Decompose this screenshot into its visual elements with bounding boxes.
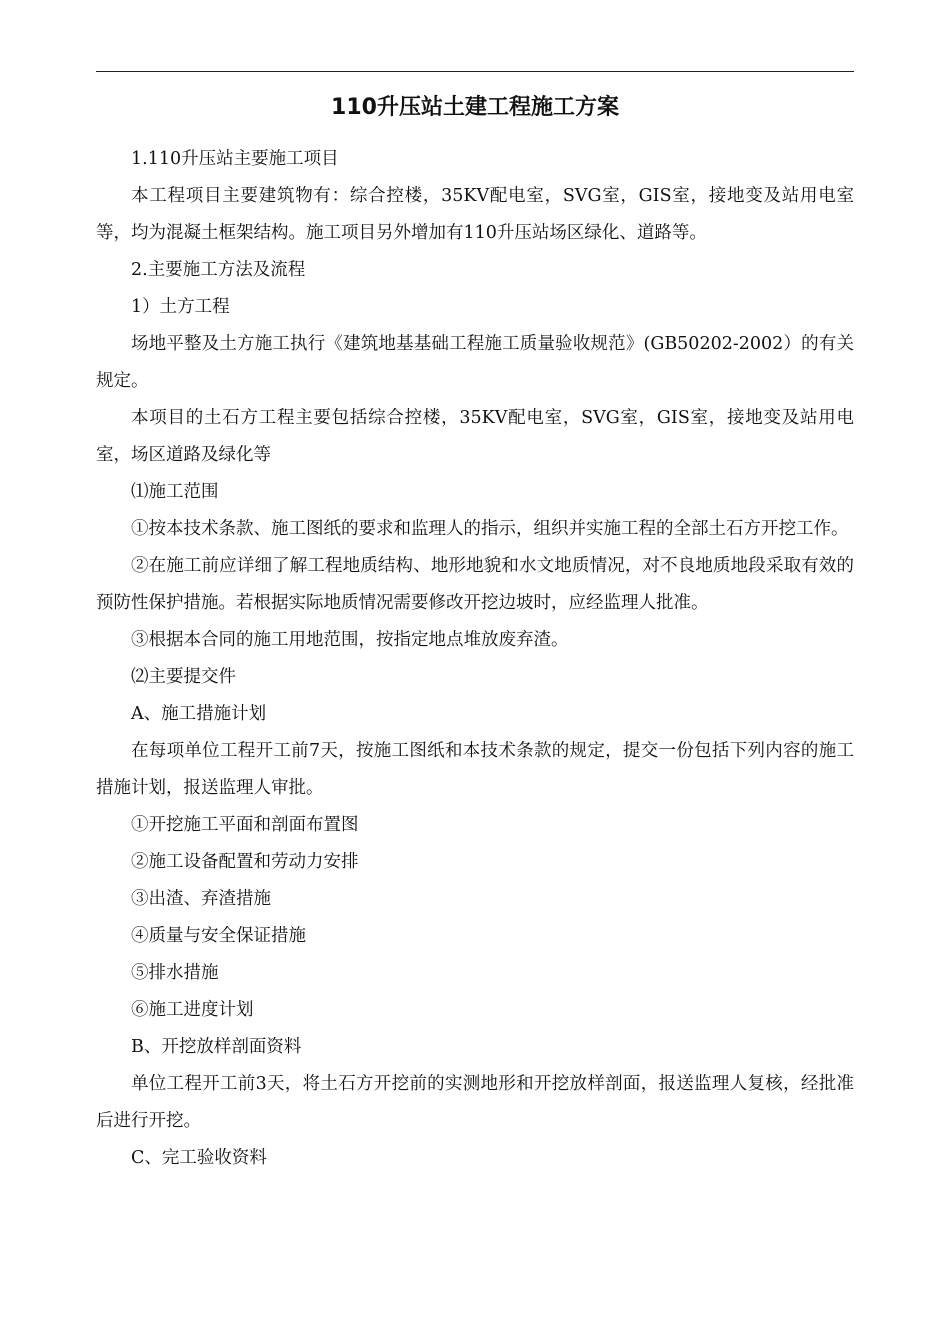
list-item: ④质量与安全保证措施: [131, 926, 306, 946]
list-item: ⑤排水措施: [131, 963, 219, 983]
body-paragraph: 本项目的土石方工程主要包括综合控楼，35KV配电室，SVG室，GIS室，接地变及站用电室，场区道路及绿化等: [96, 408, 854, 465]
list-item: ③出渣、弃渣措施: [131, 889, 271, 909]
item-heading: C、完工验收资料: [131, 1148, 267, 1168]
body-paragraph: 单位工程开工前3天，将土石方开挖前的实测地形和开挖放样剖面，报送监理人复核，经批准后进行开挖。: [96, 1074, 854, 1131]
list-item: ②在施工前应详细了解工程地质结构、地形地貌和水文地质情况，对不良地质地段采取有效的预防性保护措施。若根据实际地质情况需要修改开挖边坡时，应经监理人批准。: [96, 556, 854, 613]
subsection-heading: 1）土方工程: [131, 297, 230, 317]
list-item: ①按本技术条款、施工图纸的要求和监理人的指示，组织并实施工程的全部土石方开挖工作。: [131, 519, 849, 539]
section-heading: 1.110升压站主要施工项目: [131, 149, 339, 169]
document-title: 110升压站土建工程施工方案: [331, 95, 619, 120]
item-heading: B、开挖放样剖面资料: [131, 1037, 302, 1057]
body-paragraph: 在每项单位工程开工前7天，按施工图纸和本技术条款的规定，提交一份包括下列内容的施工措施计划，报送监理人审批。: [96, 741, 854, 798]
body-paragraph: 场地平整及土方施工执行《建筑地基基础工程施工质量验收规范》(GB50202-2002）的有关规定。: [96, 334, 854, 391]
header-rule: [96, 71, 854, 72]
item-heading: A、施工措施计划: [131, 704, 267, 724]
list-item: ②施工设备配置和劳动力安排: [131, 852, 359, 872]
section-heading: 2.主要施工方法及流程: [131, 260, 306, 280]
subsection-heading: ⑵主要提交件: [131, 667, 236, 687]
document-body: [96, 141, 854, 1177]
list-item: ①开挖施工平面和剖面布置图: [131, 815, 359, 835]
list-item: ⑥施工进度计划: [131, 1000, 254, 1020]
body-paragraph: 本工程项目主要建筑物有：综合控楼，35KV配电室，SVG室，GIS室，接地变及站用电室等，均为混凝土框架结构。施工项目另外增加有110升压站场区绿化、道路等。: [96, 186, 854, 243]
list-item: ③根据本合同的施工用地范围，按指定地点堆放废弃渣。: [131, 630, 569, 650]
subsection-heading: ⑴施工范围: [131, 482, 219, 502]
